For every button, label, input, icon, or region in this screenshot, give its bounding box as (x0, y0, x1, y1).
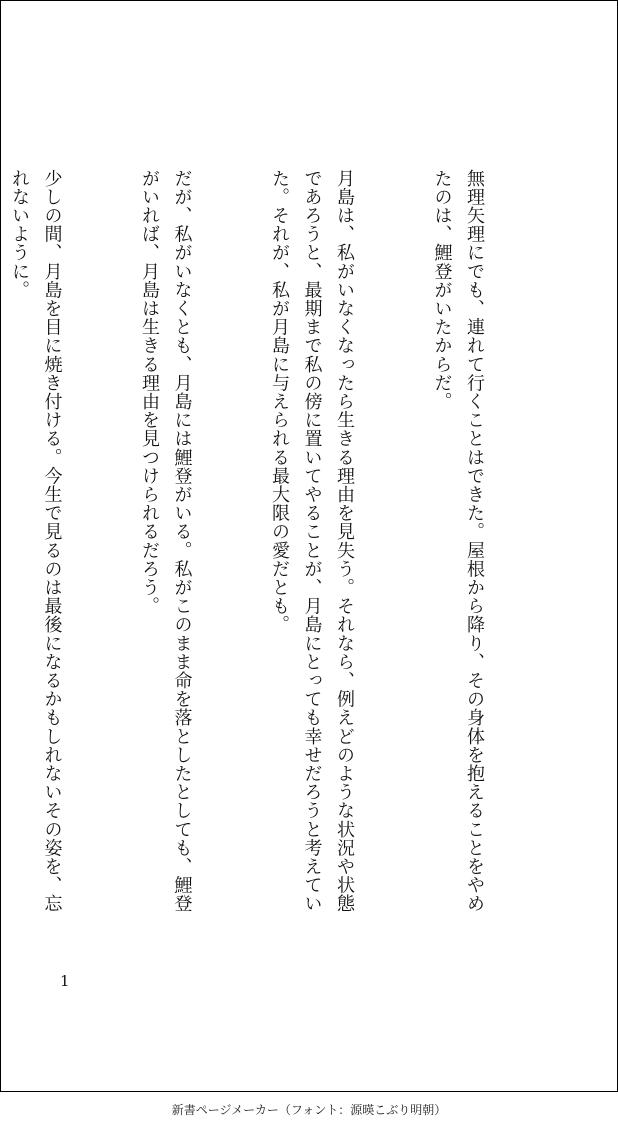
paragraph: だが、私がいなくとも、月島には鯉登がいる。私がこのまま命を落としたとしても、鯉登がいれば、月島は生きる理由を見つけられるだろう。 (139, 169, 193, 913)
paragraph: 無理矢理にでも、連れて行くことはできた。屋根から降り、その身体を抱えることをやめたのは、鯉登がいたからだ。 (431, 169, 485, 913)
page-number: 1 (60, 972, 70, 990)
generator-caption: 新書ページメーカー（フォント：源暎こぶり明朝） (171, 1103, 447, 1117)
paragraph: 月島は、私がいなくなったら生きる理由を見失う。それなら、例えどのような状況や状態であろうと、最期まで私の傍に置いてやることが、月島にとっても幸せだろうと考えていた。それが、私が月島に与えられる最大限の愛だとも。 (269, 169, 355, 913)
vertical-text-body (0, 169, 555, 925)
paragraph: 少しの間、月島を目に焼き付ける。今生で見るのは最後になるかもしれないその姿を、忘れないように。 (9, 169, 63, 913)
